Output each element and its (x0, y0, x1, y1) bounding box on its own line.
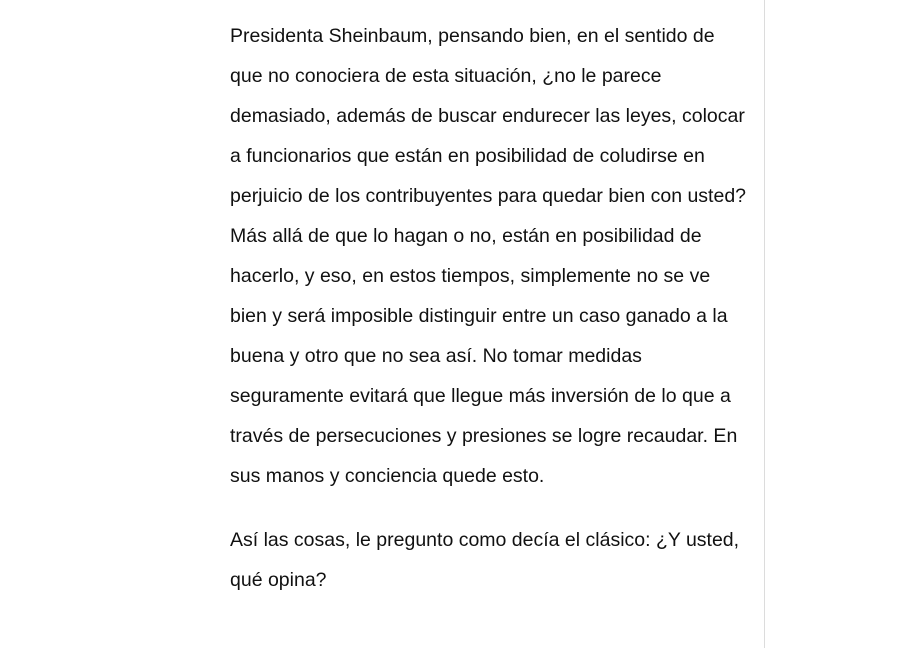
article-body (230, 16, 750, 600)
article-paragraph: Presidenta Sheinbaum, pensando bien, en el sentido de que no conociera de esta situación, ¿no le parece demasiado, además de buscar endurecer las leyes, colocar a funcionarios que están en posibilidad de coludirse en perjuicio de los contribuyentes para quedar bien con usted? Más allá de que lo hagan o no, están en posibilidad de hacerlo, y eso, en estos tiempos, simplemente no se ve bien y será imposible distinguir entre un caso ganado a la buena y otro que no sea así. No tomar medidas seguramente evitará que llegue más inversión de lo que a través de persecuciones y presiones se logre recaudar. En sus manos y conciencia quede esto. (230, 25, 747, 487)
article-paragraph: Así las cosas, le pregunto como decía el clásico: ¿Y usted, qué opina? (230, 529, 740, 591)
column-divider (764, 0, 765, 648)
